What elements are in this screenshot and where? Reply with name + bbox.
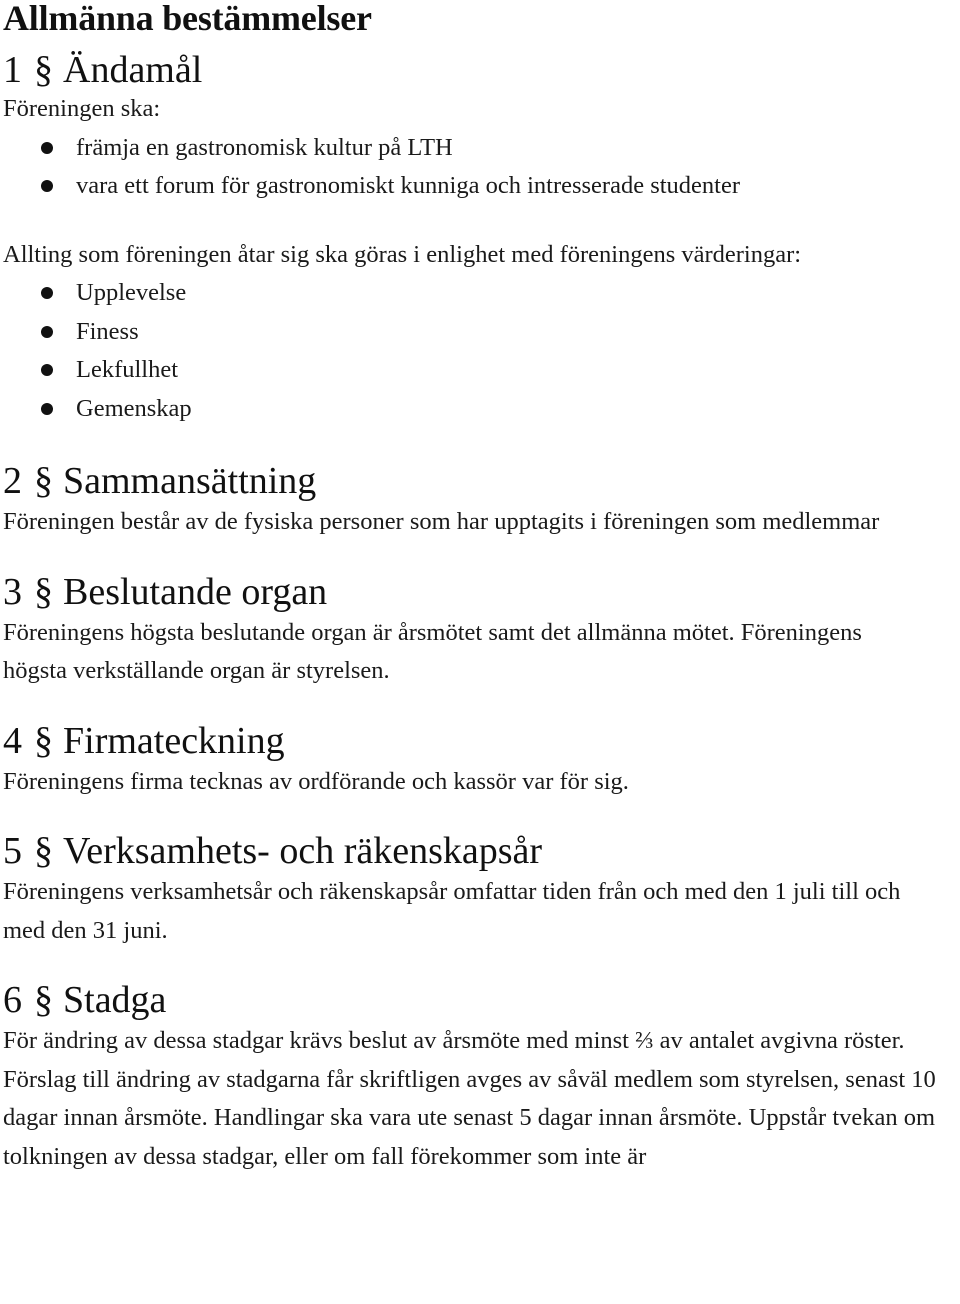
bullet-icon xyxy=(41,142,53,154)
list-item: främja en gastronomisk kultur på LTH xyxy=(3,129,958,168)
section-text: Föreningen består av de fysiska personer som har upptagits i föreningen som medlemmar xyxy=(3,508,880,535)
section-5 xyxy=(3,832,958,950)
section-heading-text: Verksamhets- och räkenskapsår xyxy=(63,830,543,872)
section-heading xyxy=(3,51,958,89)
bullet-list xyxy=(3,129,958,206)
section-heading xyxy=(3,832,958,870)
document-title: Allmänna bestämmelser xyxy=(3,0,372,38)
section-heading xyxy=(3,981,958,1019)
section-heading xyxy=(3,462,958,500)
section-heading xyxy=(3,719,958,762)
section-number: 6 xyxy=(3,979,22,1021)
section-heading-text: Ändamål xyxy=(63,49,203,91)
section-text: För ändring av dessa stadgar krävs beslut av årsmöte med minst ⅔ av antalet avgivna röster. Förslag till ändring av stadgarna får skriftligen avges av såväl medlem som styrelsen, senast 10 dagar innan årsmöte. Handlingar ska vara ute senast 5 dagar innan årsmöte. Uppstår tvekan om tolkningen av dessa stadgar, eller om fall förekommer som inte är xyxy=(3,1027,936,1170)
section-intro: Föreningen ska: xyxy=(3,95,161,122)
section-intro-values: Allting som föreningen åtar sig ska göras i enlighet med föreningens värderingar: xyxy=(3,240,802,268)
section-2 xyxy=(3,462,958,542)
list-item: Gemenskap xyxy=(3,390,958,429)
section-3 xyxy=(3,570,958,691)
bullet-icon xyxy=(41,180,53,192)
section-heading-text: Firmateckning xyxy=(63,719,285,762)
values-list xyxy=(3,274,958,428)
section-number: 2 xyxy=(3,460,22,502)
list-item: Upplevelse xyxy=(3,274,958,313)
bullet-icon xyxy=(41,326,53,338)
bullet-icon xyxy=(41,403,53,415)
bullet-icon xyxy=(41,364,53,376)
list-item: Lekfullhet xyxy=(3,351,958,390)
section-heading xyxy=(3,570,958,613)
section-symbol: § xyxy=(34,460,53,502)
section-6 xyxy=(3,981,958,1176)
section-symbol: § xyxy=(34,979,53,1021)
section-symbol: § xyxy=(34,49,53,91)
bullet-icon xyxy=(41,287,53,299)
section-number: 4 xyxy=(3,719,22,762)
section-number: 5 xyxy=(3,830,22,872)
section-heading-text: Sammansättning xyxy=(63,460,317,502)
section-text: Föreningens högsta beslutande organ är årsmötet samt det allmänna mötet. Föreningens högsta verkställande organ är styrelsen. xyxy=(3,618,862,684)
section-text: Föreningens verksamhetsår och räkenskapsår omfattar tiden från och med den 1 juli till och med den 31 juni. xyxy=(3,878,901,944)
section-number: 1 xyxy=(3,49,22,91)
section-4 xyxy=(3,719,958,802)
section-heading-text: Stadga xyxy=(63,979,167,1021)
section-symbol: § xyxy=(34,719,53,762)
section-number: 3 xyxy=(3,570,22,613)
section-heading-text: Beslutande organ xyxy=(63,570,328,613)
list-item: vara ett forum för gastronomiskt kunniga och intresserade studenter xyxy=(3,167,958,206)
section-symbol: § xyxy=(34,830,53,872)
section-text: Föreningens firma tecknas av ordförande och kassör var för sig. xyxy=(3,767,629,795)
section-symbol: § xyxy=(34,570,53,613)
document-page xyxy=(3,0,958,1176)
section-1 xyxy=(3,51,958,428)
list-item: Finess xyxy=(3,313,958,352)
